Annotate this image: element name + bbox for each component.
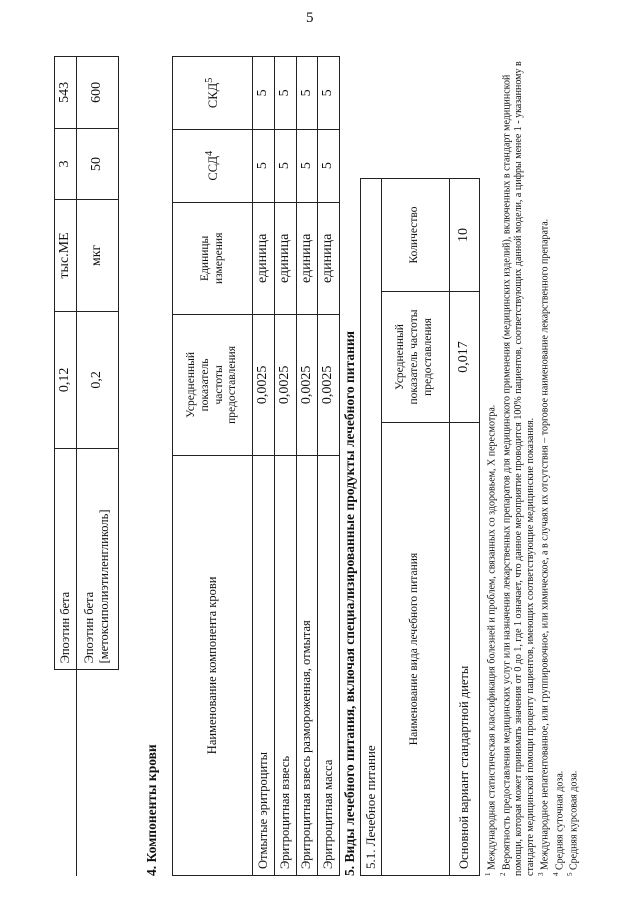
header-unit: Единицы измерения xyxy=(173,202,253,315)
component-name: Эритроцитная взвесь xyxy=(274,455,296,875)
header-ssd: ССД$^4$ xyxy=(173,129,253,202)
footnotes xyxy=(484,56,581,876)
table-header-row xyxy=(173,57,253,876)
component-skd: 5 xyxy=(274,57,296,130)
component-name: Отмытые эритроциты xyxy=(253,455,275,875)
drug-name xyxy=(76,449,118,670)
drug-ssd: 3 xyxy=(55,128,77,200)
header-frequency: Усредненный показатель частоты предоставления xyxy=(173,315,253,456)
component-ssd: 5 xyxy=(318,129,340,202)
drug-skd: 543 xyxy=(55,57,77,129)
component-frequency: 0,0025 xyxy=(296,315,318,456)
section-4-title: 4. Компоненты крови xyxy=(144,744,159,876)
header-component-name: Наименование компонента крови xyxy=(173,455,253,875)
component-ssd: 5 xyxy=(296,129,318,202)
nutrition-name: Основной вариант стандартной диеты xyxy=(449,423,479,876)
footnote-3: $^3$ Международное непатентованное, или группировочное, или химическое, а в случаях их отсутствия – торговое наименование лекарственного препарата. xyxy=(537,218,551,876)
nutrition-frequency: 0,017 xyxy=(449,292,479,423)
header-nutrition-frequency: Усредненный показатель частоты предоставления xyxy=(381,292,449,423)
component-skd: 5 xyxy=(318,57,340,130)
drug-unit: мкг xyxy=(76,200,118,311)
footnote-4: $^4$ Средняя суточная доза. xyxy=(551,770,566,876)
section-5-1-title: 5.1. Лечебное питание xyxy=(361,179,382,876)
table-row xyxy=(55,57,77,877)
drug-table xyxy=(54,56,119,876)
table-row xyxy=(296,57,318,876)
header-quantity: Количество xyxy=(381,179,449,292)
footnote-2: $^2$ Вероятность предоставления медицинских услуг или назначения лекарственных препаратов для медицинского применения (медицинских изделий), включенных в стандарт медицинской помощи, которая может принимать значения от 0 до 1, где 1 означает, что данное мероприятие проводится 100% пациентов, соответствующих данной модели, а цифры менее 1 - указанному в стандарте медицинской помощи проценту пациентов, имеющих соответствующие медицинские показания. xyxy=(498,61,537,876)
table-row xyxy=(318,57,340,876)
component-name: Эритроцитная масса xyxy=(318,455,340,875)
blood-components-table xyxy=(172,56,340,876)
table-row xyxy=(449,179,479,876)
component-frequency: 0,0025 xyxy=(253,315,275,456)
rotated-page-content xyxy=(54,56,584,876)
nutrition-quantity: 10 xyxy=(449,179,479,292)
header-skd: СКД$^5$ xyxy=(173,57,253,130)
footnote-5: $^5$ Средняя курсовая доза. xyxy=(566,770,580,876)
table-row xyxy=(274,57,296,876)
component-unit: единица xyxy=(253,202,275,315)
component-unit: единица xyxy=(274,202,296,315)
component-frequency: 0,0025 xyxy=(274,315,296,456)
table-row xyxy=(253,57,275,876)
component-skd: 5 xyxy=(296,57,318,130)
drug-frequency: 0,12 xyxy=(55,311,77,449)
drug-frequency: 0,2 xyxy=(76,311,118,449)
page-number: 5 xyxy=(306,10,314,26)
table-row xyxy=(361,179,382,876)
drug-skd: 600 xyxy=(76,57,118,129)
table-row xyxy=(76,57,118,877)
component-ssd: 5 xyxy=(253,129,275,202)
component-skd: 5 xyxy=(253,57,275,130)
component-unit: единица xyxy=(296,202,318,315)
drug-ssd: 50 xyxy=(76,128,118,200)
drug-unit: тыс.МЕ xyxy=(55,200,77,311)
header-nutrition-name: Наименование вида лечебного питания xyxy=(381,423,449,876)
drug-name-line1: Эпоэтин бета xyxy=(82,591,97,664)
drug-name-line2: [метоксиполиэтиленгликоль] xyxy=(97,509,112,664)
footnote-1: $^1$ Международная статистическая классификация болезней и проблем, связанных со здоровьем, X пересмотра. xyxy=(484,404,498,876)
drug-name: Эпоэтин бета xyxy=(55,449,77,670)
component-name: Эритроцитная взвесь размороженная, отмытая xyxy=(296,455,318,875)
component-ssd: 5 xyxy=(274,129,296,202)
nutrition-table xyxy=(360,178,480,876)
section-5-title: 5. Виды лечебного питания, включая специализированные продукты лечебного питания xyxy=(342,331,357,876)
component-unit: единица xyxy=(318,202,340,315)
table-header-row xyxy=(381,179,449,876)
component-frequency: 0,0025 xyxy=(318,315,340,456)
